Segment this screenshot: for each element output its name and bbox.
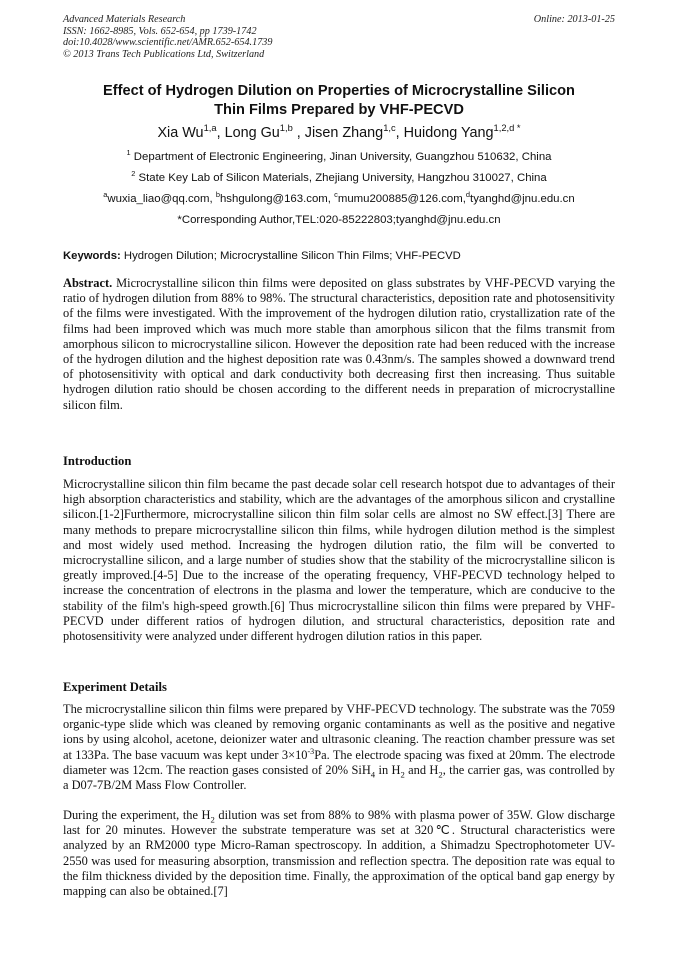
corresponding-author: *Corresponding Author,TEL:020-85222803;tyanghd@jnu.edu.cn bbox=[177, 214, 501, 226]
author-affil-mark: 1,a bbox=[203, 123, 217, 134]
text-run: in H bbox=[375, 762, 401, 777]
author-name: Long Gu bbox=[224, 125, 280, 141]
experiment-paragraph-1 bbox=[63, 702, 615, 793]
abstract-label: Abstract. bbox=[63, 276, 113, 290]
text-run: The microcrystalline silicon thin films were prepared by VHF-PECVD technology. The substrate was the 7059 organic-type slide which was cleaned by removing organic contaminants as well as the positive and negative ions by using alcohol, acetone, deionizer water and ultrasonic cleaning. The reaction chamber pressure was set at 133Pa. The base vacuum was kept under 3×10 bbox=[63, 702, 615, 762]
affiliation-number: 2 bbox=[131, 169, 136, 179]
keywords-line bbox=[63, 249, 623, 263]
journal-name: Advanced Materials Research bbox=[63, 14, 186, 25]
text-run: dilution was set from 88% to 98% with plasma power of 35W. Glow discharge last for 20 minutes. However the substrate temperature was set at 320℃. Structural characteristics were analyzed by an RM2000 type Micro-Raman spectroscopy. In addition, a Shimadzu Spectrophotometer UV-2550 was used for measuring absorption, transmission and reflection spectra. The deposition rate was equal to the film thickness divided by the deposition time. Finally, the approximation of the optical band gap energy by mapping can also be obtained.[7] bbox=[63, 808, 615, 899]
email-address[interactable]: wuxia_liao@qq.com, bbox=[107, 193, 216, 205]
author-separator: , bbox=[395, 125, 404, 141]
author-name: Xia Wu bbox=[157, 125, 204, 141]
affiliation-1 bbox=[40, 150, 638, 164]
text-run: Pa. The electrode spacing was fixed at 20mm. The electrode diameter was 12cm. The reaction gases consisted of 20% SiH bbox=[63, 747, 616, 777]
email-address[interactable]: mumu200885@126.com, bbox=[337, 193, 466, 205]
journal-header bbox=[63, 14, 615, 60]
experiment-heading: Experiment Details bbox=[63, 680, 167, 694]
email-mark: a bbox=[103, 190, 108, 200]
title-line-1: Effect of Hydrogen Dilution on Properties of Microcrystalline Silicon bbox=[103, 83, 575, 99]
affiliation-2 bbox=[40, 171, 638, 185]
author-affil-mark: 1,c bbox=[383, 123, 396, 134]
author-name: Huidong Yang bbox=[403, 125, 494, 141]
introduction-heading: Introduction bbox=[63, 454, 132, 468]
text-run: and H bbox=[404, 762, 439, 777]
affiliation-text: Department of Electronic Engineering, Jinan University, Guangzhou 510632, China bbox=[133, 151, 552, 163]
affiliation-text: State Key Lab of Silicon Materials, Zhejiang University, Hangzhou 310027, China bbox=[138, 172, 547, 184]
author-affil-mark: 1,b bbox=[279, 123, 293, 134]
text-run: During the experiment, the H bbox=[63, 808, 211, 822]
email-mark: b bbox=[215, 190, 220, 200]
abstract-paragraph bbox=[63, 276, 615, 413]
keywords-label: Keywords: bbox=[63, 250, 121, 262]
online-date: Online: 2013-01-25 bbox=[533, 14, 615, 25]
affiliation-number: 1 bbox=[126, 148, 131, 158]
author-affil-mark: 1,2,d * bbox=[493, 123, 521, 134]
subscript: 2 bbox=[400, 769, 405, 780]
author-emails bbox=[40, 192, 638, 206]
email-address[interactable]: hshgulong@163.com, bbox=[219, 193, 335, 205]
author-separator: , bbox=[292, 125, 305, 141]
subscript: 2 bbox=[210, 814, 215, 825]
author-list bbox=[40, 124, 638, 143]
doi-line: doi:10.4028/www.scientific.net/AMR.652-654.1739 bbox=[63, 37, 273, 49]
author-name: Jisen Zhang bbox=[304, 125, 384, 141]
email-address[interactable]: tyanghd@jnu.edu.cn bbox=[470, 193, 575, 205]
subscript: 4 bbox=[370, 769, 376, 780]
author-separator: , bbox=[216, 125, 225, 141]
text-run: , the carrier gas, was controlled by a D07-7B/2M Mass Flow Controller. bbox=[63, 762, 615, 793]
abstract-text: Microcrystalline silicon thin films were deposited on glass substrates by VHF-PECVD varying the ratio of hydrogen dilution from 88% to 98%. The structural characteristics, deposition rate and photosensitivity of the films were investigated. With the improvement of the hydrogen dilution ratio, crystallization rate of the films had been improved which was much more stable than amorphous silicon that the films transmit from amorphous silicon to microcrystalline silicon. However the deposition rate had been reduced with the increase of the hydrogen dilution and the highest deposition rate was 0.43nm/s. The samples showed a downward trend of photosensitivity with optical and dark conductivity both decreasing first then increasing. Thus suitable hydrogen dilution ratio should be chosen according to the different needs in preparation of microcrystalline silicon film. bbox=[63, 276, 615, 412]
email-mark: c bbox=[334, 190, 338, 200]
experiment-paragraph-2 bbox=[63, 808, 615, 899]
email-mark: d bbox=[465, 190, 471, 200]
keywords-text: Hydrogen Dilution; Microcrystalline Silicon Thin Films; VHF-PECVD bbox=[123, 250, 461, 262]
title-line-2: Thin Films Prepared by VHF-PECVD bbox=[214, 102, 464, 118]
copyright-line: © 2013 Trans Tech Publications Ltd, Switzerland bbox=[63, 48, 265, 60]
introduction-paragraph: Microcrystalline silicon thin film became the past decade solar cell research hotspot due to advantages of their high absorption characteristics and stability, which are the advantages of the amorphous silicon and crystalline silicon.[1-2]Furthermore, microcrystalline silicon thin film solar cells are almost no SW effect.[3] There are many methods to prepare microcrystalline silicon thin films, while hydrogen dilution method is the simplest and most widely used method. Increasing the hydrogen dilution ratio, the film will be converted to microcrystalline silicon, and a large number of studies show that the stability of the microcrystalline silicon is greatly improved.[4-5] Due to the increase of the operating frequency, VHF-PECVD technology helped to increase the concentration of electrons in the plasma and lower the temperature, which are conducive to the stability of the film's high-speed growth.[6] Thus microcrystalline silicon thin films were prepared by VHF-PECVD under different ratios of hydrogen dilution, and structural characteristics, deposition rate and photosensitivity were analyzed under different hydrogen dilution ratios in this paper. bbox=[63, 477, 615, 644]
exponent: -3 bbox=[307, 746, 315, 756]
subscript: 2 bbox=[438, 769, 443, 780]
issn-line: ISSN: 1662-8985, Vols. 652-654, pp 1739-1742 bbox=[63, 25, 257, 37]
paper-title bbox=[40, 82, 638, 120]
